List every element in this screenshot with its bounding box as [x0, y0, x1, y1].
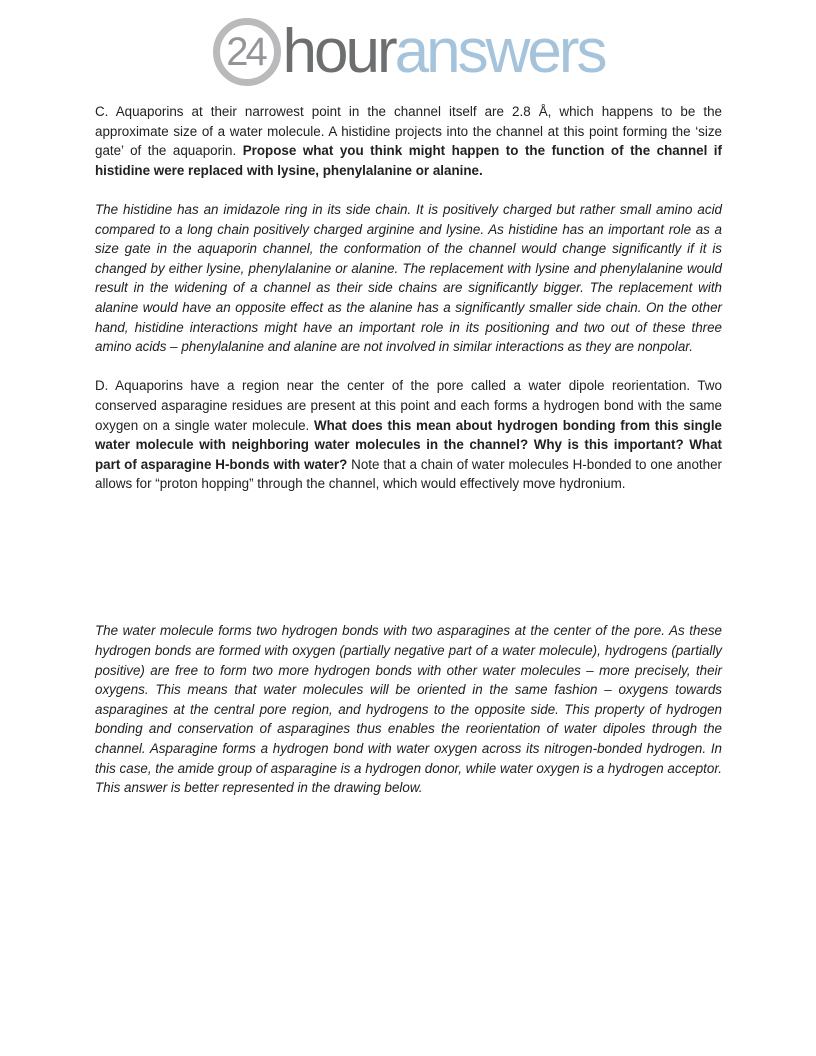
- logo-hour-text: hour: [282, 17, 395, 86]
- blank-figure-gap: [95, 513, 722, 621]
- logo-number: 24: [226, 30, 265, 74]
- answer-c-paragraph: The histidine has an imidazole ring in its side chain. It is positively charged but rather small amino acid compared to a long chain positively charged arginine and lysine. As histidine has an important role as a size gate in the aquaporin channel, the conformation of the channel would change significantly if it is changed by either lysine, phenylalanine or alanine. The replacement with lysine and phenylalanine would result in the widening of a channel as their side chains are significantly bigger. The replacement with alanine would have an opposite effect as the alanine has a significantly smaller side chain. On the other hand, histidine interactions might have an important role in its positioning and two out of these three amino acids – phenylalanine and alanine are not involved in similar interactions as they are nonpolar.: [95, 201, 722, 355]
- logo-answers-text: answers: [394, 17, 605, 86]
- logo-24-circle-icon: [213, 18, 281, 86]
- answer-d-paragraph: The water molecule forms two hydrogen bonds with two asparagines at the center of the pore. As these hydrogen bonds are formed with oxygen (partially negative part of a water molecule), hydrogens (partially positive) are free to form two more hydrogen bonds with other water molecules – more precisely, their oxygens. This means that water molecules will be oriented in the same fashion – oxygens towards asparagines at the central pore region, and hydrogens to the opposite side. This property of hydrogen bonding and conservation of asparagines thus enables the reorientation of water dipoles through the channel. Asparagine forms a hydrogen bond with water oxygen across its nitrogen-bonded hydrogen. In this case, the amide group of asparagine is a hydrogen donor, while water oxygen is a hydrogen acceptor. This answer is better represented in the drawing below.: [95, 623, 723, 796]
- question-d-paragraph: [95, 376, 722, 494]
- question-d-bold-prompt: What does this mean about hydrogen bonding from this single water molecule with neighboring water molecules in the channel? Why is this important? What part of asparagine H-bonds with water?: [95, 417, 722, 472]
- question-d-note-text: Note that a chain of water molecules H-bonded to one another allows for “proton hopping” through the channel, which would effectively move hydronium.: [95, 456, 722, 492]
- question-c-paragraph: [95, 102, 722, 180]
- question-c-text: C. Aquaporins at their narrowest point in the channel itself are 2.8 Å, which happens to be the approximate size of a water molecule. A histidine projects into the channel at this point forming the ‘size gate’ of the aquaporin.: [95, 104, 722, 159]
- question-d-intro-text: D. Aquaporins have a region near the center of the pore called a water dipole reorientation. Two conserved asparagine residues are present at this point and each forms a hydrogen bond with the same oxygen on a single water molecule.: [95, 378, 722, 433]
- logo: [95, 12, 722, 92]
- question-c-bold-prompt: Propose what you think might happen to the function of the channel if histidine were replaced with lysine, phenylalanine or alanine.: [95, 143, 722, 178]
